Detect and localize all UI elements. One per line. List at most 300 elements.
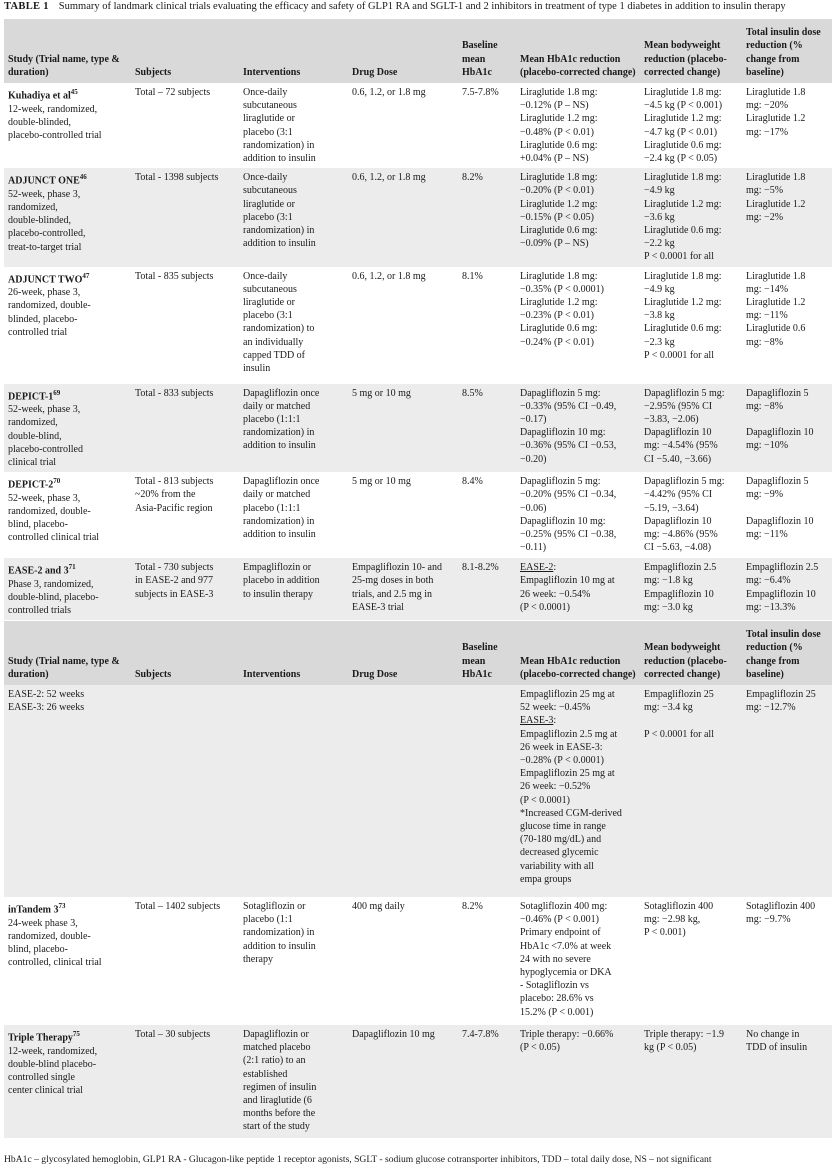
trials-table-part1	[4, 19, 832, 620]
header-hba1c: Mean HbA1c reduction (placebo-corrected change)	[516, 19, 640, 83]
hba1c-line: Empagliflozin 25 mg at	[520, 689, 615, 700]
study-description: controlled clinical trial	[8, 532, 100, 544]
hba1c-line: −0.17)	[520, 414, 547, 426]
hba1c-line: −0.25% (95% CI −0.38,	[520, 529, 617, 540]
dose-line: 5 mg or 10 mg	[352, 387, 411, 399]
study-description: double-blind,	[8, 430, 62, 442]
header-study: Study (Trial name, type & duration)	[4, 19, 131, 83]
baseline-cell	[458, 384, 516, 473]
hba1c-cell	[516, 384, 640, 473]
study-description: double-blinded,	[8, 215, 72, 227]
hba1c-cell	[516, 267, 640, 384]
study-description: randomized, double-	[8, 505, 91, 517]
header-insulin: Total insulin dose reduction (% change from baseline)	[742, 19, 832, 83]
hba1c-line: +0.04% (P – NS)	[520, 153, 589, 165]
dose-cell	[348, 897, 458, 1025]
interventions-cell	[239, 897, 348, 1025]
interventions-line: addition to insulin	[243, 153, 316, 165]
header-dose: Drug Dose	[348, 19, 458, 83]
baseline-cell	[458, 267, 516, 384]
insulin-line: Dapagliflozin 10	[746, 427, 814, 439]
interventions-line: regimen of insulin	[243, 1081, 317, 1093]
subjects-cell	[131, 897, 239, 1025]
hba1c-line: Primary endpoint of	[520, 927, 601, 939]
hba1c-line: Dapagliflozin 10 mg:	[520, 515, 606, 527]
hba1c-line: Liraglutide 0.6 mg:	[520, 139, 598, 151]
hba1c-line: 15.2% (P < 0.001)	[520, 1006, 594, 1018]
header-subjects: Subjects	[131, 621, 239, 685]
baseline-line: 8.2%	[462, 901, 483, 912]
weight-line: Liraglutide 1.8 mg:	[644, 270, 722, 282]
study-cell	[4, 384, 131, 473]
study-description: controlled, clinical trial	[8, 957, 102, 969]
study-title: Triple Therapy	[8, 1032, 73, 1044]
dose-cell	[348, 83, 458, 168]
insulin-line	[746, 413, 828, 426]
study-cell	[4, 897, 131, 1025]
hba1c-line: decreased glycemic	[520, 847, 599, 859]
baseline-line: 7.5-7.8%	[462, 87, 499, 98]
reference-number: 47	[82, 271, 90, 280]
weight-line: Liraglutide 0.6 mg:	[644, 139, 722, 151]
subjects-cell	[131, 267, 239, 384]
weight-line: Liraglutide 1.2 mg:	[644, 113, 722, 125]
interventions-line: subcutaneous	[243, 100, 297, 112]
interventions-line: capped TDD of	[243, 349, 306, 361]
table-row	[4, 267, 832, 384]
interventions-cell	[239, 558, 348, 620]
hba1c-cell	[516, 168, 640, 266]
study-description: blinded, placebo-	[8, 313, 78, 325]
dose-line: Dapagliflozin 10 mg	[352, 1029, 435, 1040]
insulin-line: Liraglutide 1.2	[746, 198, 806, 210]
weight-line: Liraglutide 1.2 mg:	[644, 297, 722, 309]
reference-number: 73	[58, 902, 66, 910]
table-row	[4, 1025, 832, 1138]
insulin-line: mg: −13.3%	[746, 601, 796, 613]
hba1c-line: hypoglycemia or DKA	[520, 967, 612, 979]
insulin-line: No change in	[746, 1029, 800, 1040]
baseline-cell	[458, 897, 516, 1025]
interventions-line: liraglutide or	[243, 198, 295, 210]
insulin-cell	[742, 897, 832, 1025]
study-description: placebo-controlled	[8, 443, 83, 455]
interventions-line: Dapagliflozin or	[243, 1029, 309, 1040]
subjects-line: Total – 72 subjects	[135, 87, 211, 98]
weight-cell	[640, 558, 742, 620]
hba1c-line: glucose time in range	[520, 821, 606, 833]
insulin-line: Liraglutide 1.8	[746, 87, 806, 98]
dose-cell	[348, 384, 458, 473]
insulin-line: mg: −14%	[746, 283, 789, 295]
weight-line: P < 0.001)	[644, 927, 686, 939]
interventions-line: and liraglutide (6	[243, 1095, 312, 1107]
insulin-line: TDD of insulin	[746, 1042, 808, 1054]
hba1c-line: Liraglutide 1.8 mg:	[520, 270, 598, 282]
dose-cell	[348, 472, 458, 558]
study-name	[8, 270, 127, 287]
weight-line: Dapagliflozin 10	[644, 427, 712, 439]
interventions-line: randomization) to	[243, 323, 315, 335]
hba1c-line: −0.20% (P < 0.01)	[520, 185, 594, 197]
dose-cell	[348, 168, 458, 266]
interventions-line: Dapagliflozin once	[243, 387, 320, 399]
reference-number: 45	[70, 88, 78, 96]
interventions-line: placebo (3:1	[243, 126, 293, 138]
hba1c-line: (70-180 mg/dL) and	[520, 834, 602, 846]
interventions-line: Dapagliflozin once	[243, 476, 320, 488]
dose-line: EASE-3 trial	[352, 601, 404, 613]
weight-line: Dapagliflozin 10	[644, 515, 712, 527]
hba1c-line: −0.09% (P – NS)	[520, 238, 589, 250]
insulin-line: Sotagliflozin 400	[746, 901, 816, 912]
reference-number: 71	[68, 563, 76, 572]
header-study: Study (Trial name, type & duration)	[4, 621, 131, 685]
baseline-line: 8.1%	[462, 270, 483, 282]
interventions-line: placebo (1:1	[243, 914, 293, 926]
interventions-line: established	[243, 1068, 288, 1080]
hba1c-line: (P < 0.0001)	[520, 601, 570, 613]
table-header-row	[4, 19, 832, 83]
interventions-line: addition to insulin	[243, 440, 316, 452]
study-description: EASE-2: 52 weeks	[8, 689, 85, 700]
insulin-line: Liraglutide 1.2	[746, 297, 806, 309]
baseline-cell	[458, 1025, 516, 1138]
table-row	[4, 685, 832, 897]
subjects-cell	[131, 685, 239, 897]
table-title: Summary of landmark clinical trials evaluating the efficacy and safety of GLP1 RA and SGLT-1 and 2 inhibitors in treatment of type 1 diabetes in addition to insulin therapy	[58, 1, 786, 12]
weight-line: mg: −2.98 kg,	[644, 914, 701, 926]
weight-cell	[640, 83, 742, 168]
header-baseline: Baseline mean HbA1c	[458, 621, 516, 685]
interventions-cell	[239, 685, 348, 897]
header-subjects: Subjects	[131, 19, 239, 83]
hba1c-line: *Increased CGM-derived	[520, 807, 622, 819]
interventions-line: placebo (1:1:1	[243, 502, 301, 514]
interventions-line: Once-daily	[243, 87, 288, 98]
weight-line: Empagliflozin 10	[644, 588, 714, 600]
weight-cell	[640, 384, 742, 473]
weight-line: P < 0.0001 for all	[644, 349, 714, 361]
study-name	[8, 900, 127, 917]
weight-line: −4.5 kg (P < 0.001)	[644, 100, 723, 112]
table-header-row	[4, 621, 832, 685]
interventions-line: insulin	[243, 363, 271, 375]
subjects-cell	[131, 472, 239, 558]
hba1c-line: −0.35% (P < 0.0001)	[520, 283, 604, 295]
interventions-line: an individually	[243, 336, 304, 348]
interventions-line: randomization) in	[243, 139, 315, 151]
weight-line: Liraglutide 0.6 mg:	[644, 225, 722, 237]
insulin-line: mg: −20%	[746, 100, 789, 112]
weight-line: −3.83, −2.06)	[644, 414, 699, 426]
study-name	[8, 86, 127, 103]
hba1c-line: −0.20)	[520, 453, 547, 465]
study-cell	[4, 472, 131, 558]
header-interventions: Interventions	[239, 621, 348, 685]
study-description: 26-week, phase 3,	[8, 287, 81, 299]
study-description: controlled single	[8, 1071, 75, 1083]
weight-line: Liraglutide 0.6 mg:	[644, 323, 722, 335]
dose-cell	[348, 558, 458, 620]
study-cell	[4, 267, 131, 384]
study-description: randomized,	[8, 201, 58, 213]
subjects-cell	[131, 83, 239, 168]
weight-line: −2.95% (95% CI	[644, 400, 713, 412]
insulin-line: Dapagliflozin 5	[746, 476, 809, 488]
insulin-line: Liraglutide 1.8	[746, 270, 806, 282]
insulin-line: mg: −6.4%	[746, 575, 791, 587]
dose-cell	[348, 1025, 458, 1138]
interventions-line: randomization) in	[243, 515, 315, 527]
header-baseline: Baseline mean HbA1c	[458, 19, 516, 83]
interventions-line: therapy	[243, 953, 273, 965]
study-description: placebo-controlled,	[8, 228, 86, 240]
dose-line: 5 mg or 10 mg	[352, 476, 411, 488]
reference-number: 46	[79, 173, 87, 182]
hba1c-line: 26 week: −0.52%	[520, 781, 591, 793]
interventions-line: randomization) in	[243, 427, 315, 439]
weight-cell	[640, 168, 742, 266]
weight-line: mg: −3.0 kg	[644, 601, 693, 613]
weight-cell	[640, 897, 742, 1025]
insulin-line: Empagliflozin 10	[746, 588, 816, 600]
hba1c-cell	[516, 897, 640, 1025]
subjects-cell	[131, 1025, 239, 1138]
weight-line: Sotagliflozin 400	[644, 901, 714, 912]
hba1c-line: −0.23% (P < 0.01)	[520, 310, 594, 322]
study-description: double-blind, placebo-	[8, 591, 99, 603]
weight-line: Triple therapy: −1.9	[644, 1029, 724, 1040]
hba1c-line: Empagliflozin 2.5 mg at	[520, 728, 618, 740]
dose-line: Empagliflozin 10- and	[352, 562, 442, 574]
interventions-line: addition to insulin	[243, 529, 316, 540]
table-label: TABLE 1	[4, 1, 49, 12]
interventions-line: subcutaneous	[243, 283, 297, 295]
insulin-line	[746, 502, 828, 515]
study-description: placebo-controlled trial	[8, 129, 102, 141]
header-weight: Mean bodyweight reduction (placebo-corrected change)	[640, 19, 742, 83]
baseline-line: 8.4%	[462, 476, 483, 488]
hba1c-cell	[516, 472, 640, 558]
subjects-cell	[131, 384, 239, 473]
weight-line: −3.8 kg	[644, 310, 675, 322]
interventions-line: Empagliflozin or	[243, 562, 312, 574]
study-title: inTandem 3	[8, 904, 59, 916]
hba1c-line: −0.20% (95% CI −0.34,	[520, 489, 617, 501]
weight-line: CI −5.63, −4.08)	[644, 542, 712, 554]
weight-line: −2.2 kg	[644, 238, 675, 250]
hba1c-line: −0.11)	[520, 542, 547, 554]
interventions-cell	[239, 1025, 348, 1138]
hba1c-line: placebo: 28.6% vs	[520, 993, 594, 1005]
subjects-line: Total - 1398 subjects	[135, 172, 219, 184]
hba1c-line: (P < 0.05)	[520, 1042, 560, 1054]
hba1c-line: −0.06)	[520, 502, 547, 514]
dose-line: trials, and 2.5 mg in	[352, 588, 432, 600]
hba1c-line: Empagliflozin 10 mg at	[520, 575, 615, 587]
hba1c-line: 26 week: −0.54%	[520, 588, 591, 600]
header-insulin: Total insulin dose reduction (% change from baseline)	[742, 621, 832, 685]
weight-cell	[640, 685, 742, 897]
hba1c-line: −0.48% (P < 0.01)	[520, 126, 594, 138]
dose-line: 0.6, 1.2, or 1.8 mg	[352, 172, 426, 184]
hba1c-cell	[516, 83, 640, 168]
weight-line: −4.9 kg	[644, 283, 675, 295]
dose-line: 400 mg daily	[352, 901, 405, 912]
table-row	[4, 558, 832, 620]
header-dose: Drug Dose	[348, 621, 458, 685]
weight-line	[644, 714, 738, 727]
interventions-line: randomization) in	[243, 225, 315, 237]
weight-line: mg: −3.4 kg	[644, 702, 693, 714]
insulin-cell	[742, 1025, 832, 1138]
interventions-line: daily or matched	[243, 400, 311, 412]
baseline-cell	[458, 685, 516, 897]
hba1c-line: 26 week in EASE-3:	[520, 741, 603, 753]
weight-line: kg (P < 0.05)	[644, 1042, 697, 1054]
subjects-line: Total - 813 subjects	[135, 476, 214, 488]
weight-line: Liraglutide 1.8 mg:	[644, 87, 722, 98]
hba1c-line: - Sotagliflozin vs	[520, 980, 589, 992]
hba1c-subheading: EASE-2:	[520, 562, 557, 574]
study-description: center clinical trial	[8, 1085, 83, 1097]
weight-line: Empagliflozin 2.5	[644, 562, 717, 574]
study-description: 52-week, phase 3,	[8, 188, 81, 200]
table-row	[4, 897, 832, 1025]
insulin-cell	[742, 384, 832, 473]
dose-line: 25-mg doses in both	[352, 575, 434, 587]
interventions-cell	[239, 384, 348, 473]
baseline-cell	[458, 558, 516, 620]
table-row	[4, 472, 832, 558]
weight-line: −4.7 kg (P < 0.01)	[644, 126, 718, 138]
insulin-line: mg: −9.7%	[746, 914, 791, 926]
study-name	[8, 171, 127, 188]
study-description: controlled trial	[8, 326, 68, 338]
hba1c-cell	[516, 1025, 640, 1138]
table-footnote: HbA1c – glycosylated hemoglobin, GLP1 RA - Glucagon-like peptide 1 receptor agonists, SGLT - sodium glucose cotransporter inhibitors, TDD – total daily dose, NS – not significant	[4, 1154, 712, 1165]
baseline-cell	[458, 472, 516, 558]
hba1c-line: −0.46% (P < 0.001)	[520, 914, 599, 926]
hba1c-cell	[516, 558, 640, 620]
hba1c-subheading: EASE-3:	[520, 715, 557, 727]
insulin-line: mg: −5%	[746, 185, 784, 197]
study-description: randomized, double-	[8, 930, 91, 942]
interventions-line: placebo (3:1	[243, 211, 293, 223]
interventions-line: matched placebo	[243, 1042, 311, 1054]
weight-line: Dapagliflozin 5 mg:	[644, 476, 725, 488]
subjects-line: Total – 1402 subjects	[135, 901, 221, 912]
study-cell	[4, 1025, 131, 1138]
interventions-line: start of the study	[243, 1121, 310, 1133]
hba1c-line: 24 with no severe	[520, 953, 591, 965]
interventions-line: daily or matched	[243, 489, 311, 501]
study-description: randomized, double-	[8, 300, 91, 312]
study-name	[8, 387, 127, 404]
subjects-line: subjects in EASE-3	[135, 588, 214, 600]
weight-line: Liraglutide 1.2 mg:	[644, 198, 722, 210]
study-description: treat-to-target trial	[8, 241, 82, 253]
hba1c-line: −0.36% (95% CI −0.53,	[520, 440, 617, 452]
hba1c-line: −0.28% (P < 0.0001)	[520, 755, 604, 767]
weight-line: −2.4 kg (P < 0.05)	[644, 153, 718, 165]
hba1c-line: −0.24% (P < 0.01)	[520, 336, 594, 348]
interventions-line: placebo (1:1:1	[243, 414, 301, 426]
baseline-line: 7.4-7.8%	[462, 1029, 499, 1040]
weight-line: CI −5.40, −3.66)	[644, 453, 712, 465]
hba1c-line: Liraglutide 1.2 mg:	[520, 297, 598, 309]
weight-line: P < 0.0001 for all	[644, 728, 714, 740]
study-name	[8, 1028, 127, 1045]
insulin-line: mg: −10%	[746, 440, 789, 452]
study-description: 12-week, randomized,	[8, 1045, 98, 1057]
subjects-line: Total - 835 subjects	[135, 270, 214, 282]
study-description: 52-week, phase 3,	[8, 404, 81, 416]
weight-line: −4.42% (95% CI	[644, 489, 713, 501]
dose-line: 0.6, 1.2, or 1.8 mg	[352, 87, 426, 98]
insulin-line: mg: −11%	[746, 529, 788, 540]
weight-line: P < 0.0001 for all	[644, 251, 714, 263]
study-title: DEPICT-1	[8, 390, 54, 402]
hba1c-line: (P < 0.0001)	[520, 794, 570, 806]
insulin-line: Dapagliflozin 5	[746, 387, 809, 399]
weight-cell	[640, 472, 742, 558]
study-description: EASE-3: 26 weeks	[8, 702, 85, 714]
subjects-line: Total - 833 subjects	[135, 387, 214, 399]
insulin-cell	[742, 83, 832, 168]
study-description: 12-week, randomized,	[8, 103, 98, 115]
baseline-cell	[458, 83, 516, 168]
interventions-line: addition to insulin	[243, 940, 316, 952]
insulin-cell	[742, 168, 832, 266]
interventions-line: placebo in addition	[243, 575, 320, 587]
weight-line: Dapagliflozin 5 mg:	[644, 387, 725, 399]
weight-line: mg: −4.54% (95%	[644, 440, 718, 452]
study-description: Phase 3, randomized,	[8, 578, 94, 590]
subjects-cell	[131, 558, 239, 620]
subjects-line: Total – 30 subjects	[135, 1029, 211, 1040]
hba1c-line: Liraglutide 1.2 mg:	[520, 198, 598, 210]
hba1c-line: Liraglutide 0.6 mg:	[520, 225, 598, 237]
insulin-cell	[742, 472, 832, 558]
subjects-line: in EASE-2 and 977	[135, 575, 214, 587]
interventions-line: months before the	[243, 1108, 316, 1120]
study-description: 24-week phase 3,	[8, 917, 78, 929]
interventions-line: (2:1 ratio) to an	[243, 1055, 306, 1067]
study-description: blind, placebo-	[8, 519, 68, 531]
insulin-line: Liraglutide 1.2	[746, 113, 806, 125]
reference-number: 70	[53, 477, 61, 486]
interventions-line: liraglutide or	[243, 113, 295, 125]
hba1c-line: −0.12% (P – NS)	[520, 100, 589, 112]
insulin-line: mg: −12.7%	[746, 702, 796, 714]
study-cell	[4, 168, 131, 266]
baseline-line: 8.1-8.2%	[462, 562, 499, 574]
baseline-line: 8.2%	[462, 172, 483, 184]
subjects-line: Asia-Pacific region	[135, 502, 213, 514]
study-description: controlled trials	[8, 605, 72, 617]
insulin-line: Liraglutide 0.6	[746, 323, 806, 335]
weight-line: −2.3 kg	[644, 336, 675, 348]
hba1c-line: HbA1c <7.0% at week	[520, 940, 612, 952]
hba1c-line: variability with all	[520, 860, 594, 872]
study-description: double-blinded,	[8, 116, 72, 128]
insulin-line: mg: −8%	[746, 336, 784, 348]
interventions-cell	[239, 472, 348, 558]
baseline-line: 8.5%	[462, 387, 483, 399]
study-cell	[4, 685, 131, 897]
